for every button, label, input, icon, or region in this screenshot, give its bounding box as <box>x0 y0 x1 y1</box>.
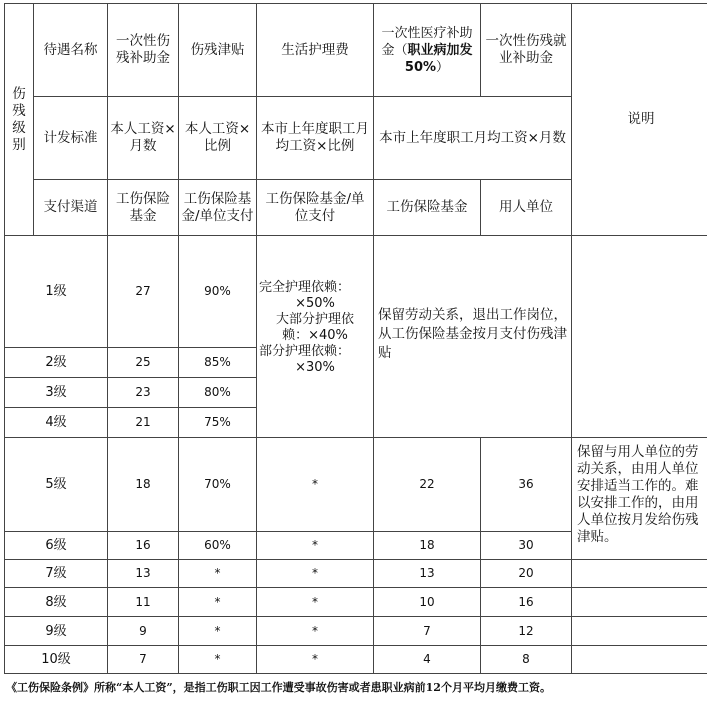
months-cell: 23 <box>108 378 179 408</box>
ratio-cell: 60% <box>179 532 257 560</box>
ratio-cell: * <box>179 560 257 588</box>
ratio-cell: * <box>179 588 257 617</box>
care-line: 部分护理依赖： <box>259 344 351 359</box>
care-cell: * <box>257 532 374 560</box>
employment-cell: 12 <box>481 617 572 646</box>
ch-medical: 工伤保险基金 <box>374 180 481 236</box>
months-cell: 18 <box>108 438 179 532</box>
col-lump-sum-disability: 一次性伤残补助金 <box>108 4 179 97</box>
ch-lump-sum: 工伤保险基金 <box>108 180 179 236</box>
care-cell: * <box>257 438 374 532</box>
ratio-cell: 90% <box>179 236 257 348</box>
months-cell: 16 <box>108 532 179 560</box>
footnote: 《工伤保险条例》所称“本人工资”，是指工伤职工因工作遭受事故伤害或者患职业病前12个月平均月缴费工资。 <box>6 681 551 694</box>
grade-cell: 3级 <box>5 378 108 408</box>
retain-relationship-cell: 保留劳动关系，退出工作岗位，从工伤保险基金按月支付伤残津贴 <box>374 236 572 438</box>
medical-part-b: 职业病加发50% <box>404 42 473 75</box>
months-cell: 21 <box>108 408 179 438</box>
months-cell: 27 <box>108 236 179 348</box>
care-cell: * <box>257 646 374 674</box>
grade-cell: 2级 <box>5 348 108 378</box>
grade-header: 伤残级别 <box>5 4 34 236</box>
care-line: 赖：×40% <box>282 328 348 343</box>
std-nursing: 本市上年度职工月均工资×比例 <box>257 97 374 180</box>
note-cell <box>572 617 707 646</box>
ratio-cell: * <box>179 646 257 674</box>
medical-cell: 4 <box>374 646 481 674</box>
care-line: 完全护理依赖： <box>259 280 351 295</box>
medical-part-c: ） <box>436 59 450 75</box>
ratio-cell: * <box>179 617 257 646</box>
care-line: 大部分护理依 <box>275 312 354 327</box>
ratio-cell: 70% <box>179 438 257 532</box>
medical-cell: 18 <box>374 532 481 560</box>
months-cell: 11 <box>108 588 179 617</box>
grade-cell: 10级 <box>5 646 108 674</box>
months-cell: 25 <box>108 348 179 378</box>
grade-cell: 7级 <box>5 560 108 588</box>
care-line: ×50% <box>295 296 335 311</box>
note-cell-1-4 <box>572 236 707 438</box>
medical-cell: 10 <box>374 588 481 617</box>
ch-employment: 用人单位 <box>481 180 572 236</box>
months-cell: 7 <box>108 646 179 674</box>
grade-cell: 4级 <box>5 408 108 438</box>
injury-benefit-table <box>4 3 707 674</box>
col-disability-allowance: 伤残津贴 <box>179 4 257 97</box>
grade-cell: 9级 <box>5 617 108 646</box>
employment-cell: 36 <box>481 438 572 532</box>
care-cell: * <box>257 617 374 646</box>
note-cell <box>572 560 707 588</box>
medical-cell: 13 <box>374 560 481 588</box>
care-line: ×30% <box>295 360 335 375</box>
col-lump-sum-medical <box>374 4 481 97</box>
grade-cell: 5级 <box>5 438 108 532</box>
employment-cell: 20 <box>481 560 572 588</box>
note-header: 说明 <box>572 4 707 236</box>
ratio-cell: 80% <box>179 378 257 408</box>
row-label-standard: 计发标准 <box>34 97 108 180</box>
employment-cell: 30 <box>481 532 572 560</box>
ratio-cell: 75% <box>179 408 257 438</box>
std-medical-employment: 本市上年度职工月均工资×月数 <box>374 97 572 180</box>
std-lump-sum: 本人工资×月数 <box>108 97 179 180</box>
grade-cell: 1级 <box>5 236 108 348</box>
nursing-care-cell <box>257 236 374 438</box>
months-cell: 9 <box>108 617 179 646</box>
ratio-cell: 85% <box>179 348 257 378</box>
col-nursing-fee: 生活护理费 <box>257 4 374 97</box>
ch-nursing: 工伤保险基金/单位支付 <box>257 180 374 236</box>
employment-cell: 16 <box>481 588 572 617</box>
note-cell <box>572 646 707 674</box>
months-cell: 13 <box>108 560 179 588</box>
row-label-name: 待遇名称 <box>34 4 108 97</box>
ch-allowance: 工伤保险基金/单位支付 <box>179 180 257 236</box>
medical-part-a: 一次性医疗补助金（ <box>381 25 473 58</box>
care-cell: * <box>257 560 374 588</box>
grade-cell: 8级 <box>5 588 108 617</box>
medical-cell: 7 <box>374 617 481 646</box>
employment-cell: 8 <box>481 646 572 674</box>
note-cell <box>572 588 707 617</box>
std-allowance: 本人工资×比例 <box>179 97 257 180</box>
care-cell: * <box>257 588 374 617</box>
medical-cell: 22 <box>374 438 481 532</box>
grade-cell: 6级 <box>5 532 108 560</box>
col-lump-sum-employment: 一次性伤残就业补助金 <box>481 4 572 97</box>
row-label-channel: 支付渠道 <box>34 180 108 236</box>
note-cell-5-6: 保留与用人单位的劳动关系，由用人单位安排适当工作的。难以安排工作的，由用人单位按月发给伤残津贴。 <box>572 438 707 560</box>
